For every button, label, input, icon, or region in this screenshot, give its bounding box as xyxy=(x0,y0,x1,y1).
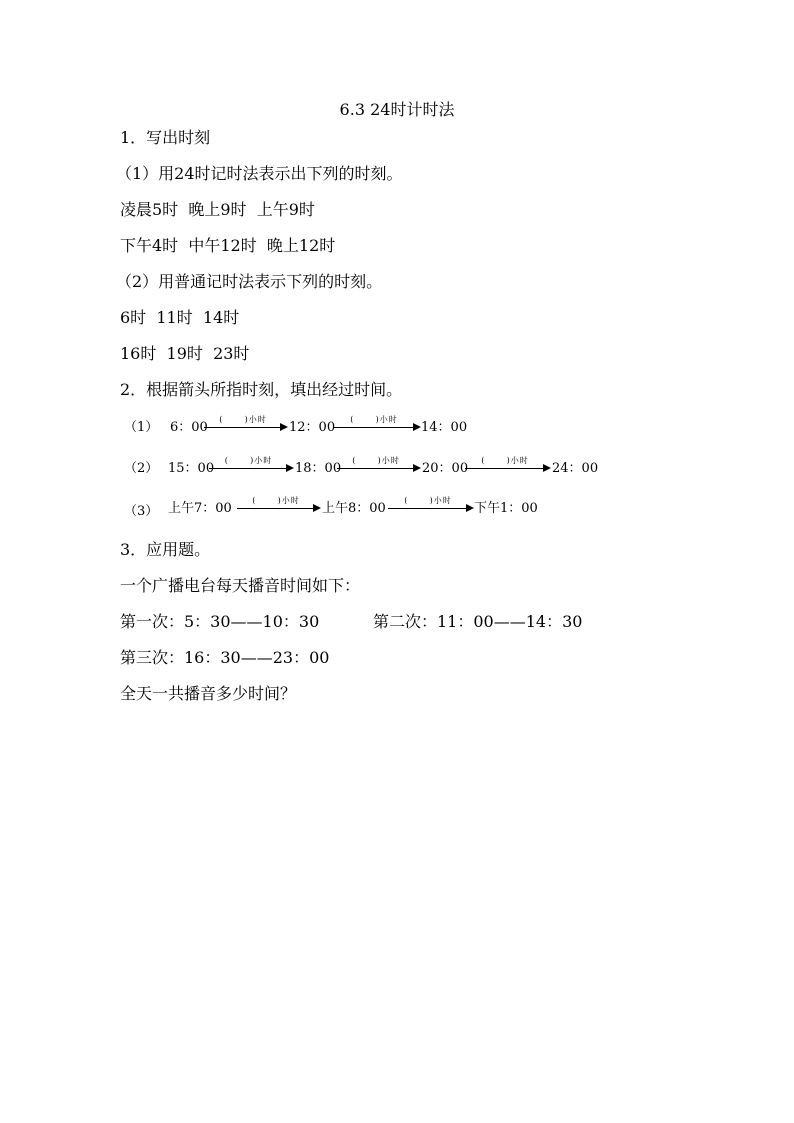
timeline-1-time-mid: 12：00 xyxy=(289,420,336,435)
q1-part2-instruction: （2）用普通记时法表示下列的时刻。 xyxy=(116,272,383,291)
timeline-2-number: （2） xyxy=(124,461,159,476)
timeline-3-time-start: 上午7：00 xyxy=(168,501,232,516)
arrow-hours-label: ( )小时 xyxy=(352,456,400,465)
timeline-1-number: （1） xyxy=(124,420,159,435)
arrow-head-icon xyxy=(313,504,321,512)
arrow-hours-label: ( )小时 xyxy=(252,496,300,505)
arrow-hours-label: ( )小时 xyxy=(350,415,398,424)
q3-question: 全天一共播音多少时间？ xyxy=(120,684,297,703)
q3-broadcast-second: 第二次：11：00——14：30 xyxy=(373,612,583,631)
arrow-head-icon xyxy=(280,423,288,431)
q2-heading: 2．根据箭头所指时刻，填出经过时间。 xyxy=(120,380,403,399)
q3-heading: 3．应用题。 xyxy=(120,540,211,559)
timeline-3-number: （3） xyxy=(124,504,159,519)
timeline-3-arrow-2 xyxy=(388,496,474,513)
timeline-2-arrow-2 xyxy=(337,456,421,473)
arrow-head-icon xyxy=(466,504,474,512)
q1-part1-row2: 下午4时 中午12时 晚上12时 xyxy=(120,236,336,255)
q3-intro: 一个广播电台每天播音时间如下： xyxy=(120,576,361,595)
timeline-2-time-2: 18：00 xyxy=(295,461,342,476)
timeline-1-time-start: 6：00 xyxy=(170,420,208,435)
arrow-hours-label: ( )小时 xyxy=(219,415,267,424)
q1-part2-row2: 16时 19时 23时 xyxy=(120,344,250,363)
arrow-head-icon xyxy=(413,464,421,472)
timeline-2-arrow-1 xyxy=(209,456,294,473)
timeline-2-time-3: 20：00 xyxy=(422,461,469,476)
arrow-hours-label: ( )小时 xyxy=(404,496,452,505)
q1-part1-instruction: （1）用24时记时法表示出下列的时刻。 xyxy=(116,164,403,183)
timeline-3-time-mid: 上午8：00 xyxy=(322,501,386,516)
q1-part1-row1: 凌晨5时 晚上9时 上午9时 xyxy=(120,200,315,219)
arrow-hours-label: ( )小时 xyxy=(224,456,273,465)
arrow-head-icon xyxy=(543,464,551,472)
timeline-1-arrow-1 xyxy=(204,415,288,432)
timeline-2-time-start: 15：00 xyxy=(168,461,215,476)
q1-part2-row1: 6时 11时 14时 xyxy=(120,308,240,327)
timeline-1-arrow-2 xyxy=(333,415,421,432)
q3-broadcast-first: 第一次：5：30——10：30 xyxy=(120,612,320,631)
arrow-head-icon xyxy=(413,423,421,431)
q3-broadcast-third: 第三次：16：30——23：00 xyxy=(120,648,330,667)
timeline-3-arrow-1 xyxy=(237,496,321,513)
arrow-head-icon xyxy=(286,464,294,472)
timeline-2-arrow-3 xyxy=(465,456,551,473)
timeline-3-time-end: 下午1：00 xyxy=(474,501,538,516)
q1-heading: 1．写出时刻 xyxy=(120,128,211,147)
timeline-2-time-end: 24：00 xyxy=(552,461,599,476)
timeline-1-time-end: 14：00 xyxy=(421,420,468,435)
worksheet-title: 6.3 24时计时法 xyxy=(339,100,455,119)
arrow-hours-label: ( )小时 xyxy=(481,456,529,465)
